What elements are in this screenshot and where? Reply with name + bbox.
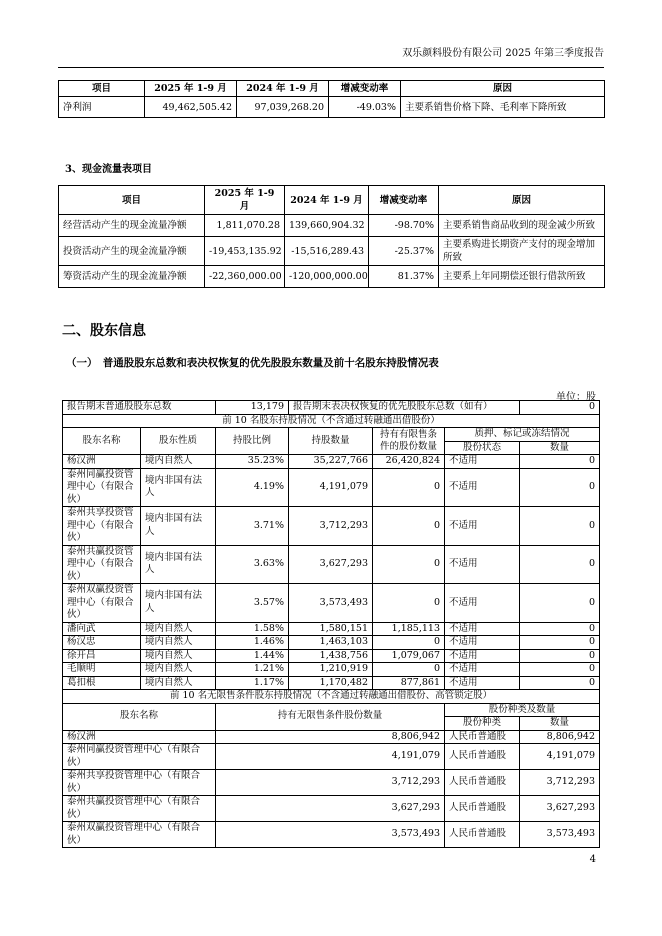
col-2025: 2025 年 1-9 月 [205, 186, 285, 215]
table-row [59, 215, 605, 237]
cell-reason: 主要系购进长期资产支付的现金增加所致 [439, 237, 605, 266]
cell-reason: 主要系上年同期偿还银行借款所致 [439, 266, 605, 288]
cell-status: 不适用 [445, 507, 520, 546]
table-row [63, 663, 600, 677]
cell-count: 0 [520, 507, 600, 546]
cell-change: 81.37% [369, 266, 439, 288]
cell-nature: 境内自然人 [141, 622, 216, 636]
col-pledge: 质押、标记或冻结情况 [445, 428, 600, 442]
cell-ratio: 1.21% [216, 663, 289, 677]
cell-2025: 1,811,070.28 [205, 215, 285, 237]
cell-status: 不适用 [445, 636, 520, 650]
cell-item: 投资活动产生的现金流量净额 [59, 237, 205, 266]
cell-status: 不适用 [445, 468, 520, 507]
cell-kind: 人民币普通股 [445, 730, 520, 744]
cell-item: 筹资活动产生的现金流量净额 [59, 266, 205, 288]
cell-name: 泰州同赢投资管理中心（有限合伙） [63, 468, 141, 507]
total-shareholders-label: 报告期末普通股股东总数 [63, 401, 216, 415]
cell-change: -98.70% [369, 215, 439, 237]
table-row [63, 730, 600, 744]
table-row [63, 622, 600, 636]
page-number: 4 [589, 854, 596, 865]
cell-qty: 35,227,766 [289, 455, 373, 469]
cell-nature: 境内自然人 [141, 676, 216, 690]
ucol-kind-qty: 股份种类及数量 [445, 703, 600, 717]
cell-restricted: 1,185,113 [373, 622, 445, 636]
cell-nature: 境内自然人 [141, 455, 216, 469]
cell-restricted: 26,420,824 [373, 455, 445, 469]
table-row [63, 676, 600, 690]
cell-kind: 人民币普通股 [445, 770, 520, 796]
table-row [63, 744, 600, 770]
top10-title-row [63, 414, 600, 428]
cell-qty: 3,712,293 [216, 770, 445, 796]
cell-ratio: 3.57% [216, 584, 289, 623]
cell-ratio: 1.17% [216, 676, 289, 690]
cell-nature: 境内非国有法人 [141, 468, 216, 507]
table-row [63, 636, 600, 650]
cell-ratio: 3.71% [216, 507, 289, 546]
cell-qty: 3,573,493 [216, 822, 445, 848]
cell-name: 潘向武 [63, 622, 141, 636]
cell-count: 0 [520, 663, 600, 677]
ucol-qty: 持有无限售条件股份数量 [216, 703, 445, 730]
cell-2024: -120,000,000.00 [285, 266, 369, 288]
unrestricted-title-row [63, 690, 600, 704]
unrestricted-header-row [63, 703, 600, 717]
table-row [63, 770, 600, 796]
profit-table [58, 80, 605, 118]
cell-item: 净利润 [59, 97, 145, 118]
cell-name: 泰州共赢投资管理中心（有限合伙） [63, 545, 141, 584]
cell-count: 0 [520, 676, 600, 690]
ucol-kind: 股份种类 [445, 717, 520, 731]
profit-table-header [59, 81, 605, 97]
cell-2024: -15,516,289.43 [285, 237, 369, 266]
col-ratio: 持股比例 [216, 428, 289, 455]
col-count: 数量 [520, 441, 600, 455]
unrestricted-title: 前 10 名无限售条件股东持股情况（不含通过转融通出借股份、高管锁定股） [63, 690, 600, 704]
cell-name: 泰州双赢投资管理中心（有限合伙） [63, 822, 216, 848]
cell-nature: 境内自然人 [141, 636, 216, 650]
cell-reason: 主要系销售价格下降、毛利率下降所致 [401, 97, 605, 118]
cell-change: -25.37% [369, 237, 439, 266]
cell-ratio: 3.63% [216, 545, 289, 584]
table-row [63, 455, 600, 469]
cell-count: 3,712,293 [520, 770, 600, 796]
ucol-name: 股东名称 [63, 703, 216, 730]
cell-restricted: 0 [373, 636, 445, 650]
cell-change: -49.03% [329, 97, 401, 118]
cashflow-section-title: 3、现金流量表项目 [65, 164, 152, 175]
total-shareholders-row [63, 401, 600, 415]
cell-2024: 97,039,268.20 [237, 97, 329, 118]
cell-name: 泰州共享投资管理中心（有限合伙） [63, 507, 141, 546]
cell-name: 毛顺明 [63, 663, 141, 677]
cell-nature: 境内非国有法人 [141, 545, 216, 584]
cell-2024: 139,660,904.32 [285, 215, 369, 237]
table-row [63, 468, 600, 507]
cashflow-table-header [59, 186, 605, 215]
table-row [59, 266, 605, 288]
cell-qty: 3,712,293 [289, 507, 373, 546]
cell-item: 经营活动产生的现金流量净额 [59, 215, 205, 237]
table-row [63, 649, 600, 663]
cell-2025: -22,360,000.00 [205, 266, 285, 288]
shareholder-section-title: 二、股东信息 [62, 323, 146, 339]
cell-kind: 人民币普通股 [445, 796, 520, 822]
cell-qty: 1,580,151 [289, 622, 373, 636]
preferred-shareholders-value: 0 [520, 401, 600, 415]
unit-label: 单位：股 [556, 392, 596, 403]
cell-count: 0 [520, 649, 600, 663]
col-reason: 原因 [439, 186, 605, 215]
cell-count: 0 [520, 455, 600, 469]
cell-name: 杨汉忠 [63, 636, 141, 650]
cell-restricted: 0 [373, 468, 445, 507]
cell-ratio: 1.46% [216, 636, 289, 650]
col-item: 项目 [59, 81, 145, 97]
total-shareholders-value: 13,179 [216, 401, 289, 415]
col-item: 项目 [59, 186, 205, 215]
cell-status: 不适用 [445, 584, 520, 623]
cell-count: 8,806,942 [520, 730, 600, 744]
cell-qty: 3,627,293 [289, 545, 373, 584]
table-row [63, 584, 600, 623]
cell-qty: 1,463,103 [289, 636, 373, 650]
cell-qty: 4,191,079 [289, 468, 373, 507]
cell-qty: 1,210,919 [289, 663, 373, 677]
col-2024: 2024 年 1-9 月 [285, 186, 369, 215]
cell-count: 3,627,293 [520, 796, 600, 822]
cell-count: 0 [520, 468, 600, 507]
cell-ratio: 35.23% [216, 455, 289, 469]
cell-ratio: 1.58% [216, 622, 289, 636]
cell-qty: 3,627,293 [216, 796, 445, 822]
preferred-shareholders-label: 报告期末表决权恢复的优先股股东总数（如有） [289, 401, 520, 415]
cell-qty: 1,170,482 [289, 676, 373, 690]
cell-count: 4,191,079 [520, 744, 600, 770]
cell-name: 泰州共赢投资管理中心（有限合伙） [63, 796, 216, 822]
cell-name: 泰州双赢投资管理中心（有限合伙） [63, 584, 141, 623]
cell-status: 不适用 [445, 455, 520, 469]
cell-status: 不适用 [445, 676, 520, 690]
cell-qty: 8,806,942 [216, 730, 445, 744]
cell-name: 泰州共享投资管理中心（有限合伙） [63, 770, 216, 796]
cell-qty: 1,438,756 [289, 649, 373, 663]
cell-name: 杨汉洲 [63, 455, 141, 469]
cell-nature: 境内非国有法人 [141, 584, 216, 623]
table-row [63, 545, 600, 584]
cell-2025: 49,462,505.42 [145, 97, 237, 118]
col-2025: 2025 年 1-9 月 [145, 81, 237, 97]
page-header: 双乐颜料股份有限公司 2025 年第三季度报告 [58, 44, 604, 68]
cell-ratio: 1.44% [216, 649, 289, 663]
cell-kind: 人民币普通股 [445, 744, 520, 770]
cell-nature: 境内非国有法人 [141, 507, 216, 546]
cell-2025: -19,453,135.92 [205, 237, 285, 266]
cashflow-table [58, 185, 605, 288]
shareholder-table [62, 400, 600, 848]
cell-nature: 境内自然人 [141, 663, 216, 677]
cell-name: 徐开昌 [63, 649, 141, 663]
ucol-count: 数量 [520, 717, 600, 731]
col-reason: 原因 [401, 81, 605, 97]
cell-qty: 4,191,079 [216, 744, 445, 770]
table-row [59, 237, 605, 266]
cell-restricted: 0 [373, 507, 445, 546]
cell-status: 不适用 [445, 663, 520, 677]
cell-reason: 主要系销售商品收到的现金减少所致 [439, 215, 605, 237]
cell-restricted: 0 [373, 584, 445, 623]
table-row [63, 822, 600, 848]
col-restricted: 持有有限售条件的股份数量 [373, 428, 445, 455]
cell-count: 0 [520, 622, 600, 636]
cell-count: 0 [520, 584, 600, 623]
cell-nature: 境内自然人 [141, 649, 216, 663]
cell-count: 0 [520, 545, 600, 584]
cell-qty: 3,573,493 [289, 584, 373, 623]
cell-status: 不适用 [445, 622, 520, 636]
cell-name: 泰州同赢投资管理中心（有限合伙） [63, 744, 216, 770]
cell-kind: 人民币普通股 [445, 822, 520, 848]
cell-restricted: 0 [373, 663, 445, 677]
cell-name: 葛扣根 [63, 676, 141, 690]
col-2024: 2024 年 1-9 月 [237, 81, 329, 97]
table-row [63, 507, 600, 546]
col-change: 增减变动率 [329, 81, 401, 97]
shareholder-subsection-title: （一） 普通股股东总数和表决权恢复的优先股股东数量及前十名股东持股情况表 [66, 357, 439, 369]
col-change: 增减变动率 [369, 186, 439, 215]
col-status: 股份状态 [445, 441, 520, 455]
top10-header-row [63, 428, 600, 442]
cell-restricted: 877,861 [373, 676, 445, 690]
cell-count: 3,573,493 [520, 822, 600, 848]
cell-count: 0 [520, 636, 600, 650]
table-row [63, 796, 600, 822]
table-row [59, 97, 605, 118]
cell-restricted: 0 [373, 545, 445, 584]
col-qty: 持股数量 [289, 428, 373, 455]
cell-status: 不适用 [445, 649, 520, 663]
cell-restricted: 1,079,067 [373, 649, 445, 663]
col-nature: 股东性质 [141, 428, 216, 455]
col-name: 股东名称 [63, 428, 141, 455]
cell-status: 不适用 [445, 545, 520, 584]
top10-title: 前 10 名股东持股情况（不含通过转融通出借股份） [63, 414, 600, 428]
cell-ratio: 4.19% [216, 468, 289, 507]
cell-name: 杨汉洲 [63, 730, 216, 744]
